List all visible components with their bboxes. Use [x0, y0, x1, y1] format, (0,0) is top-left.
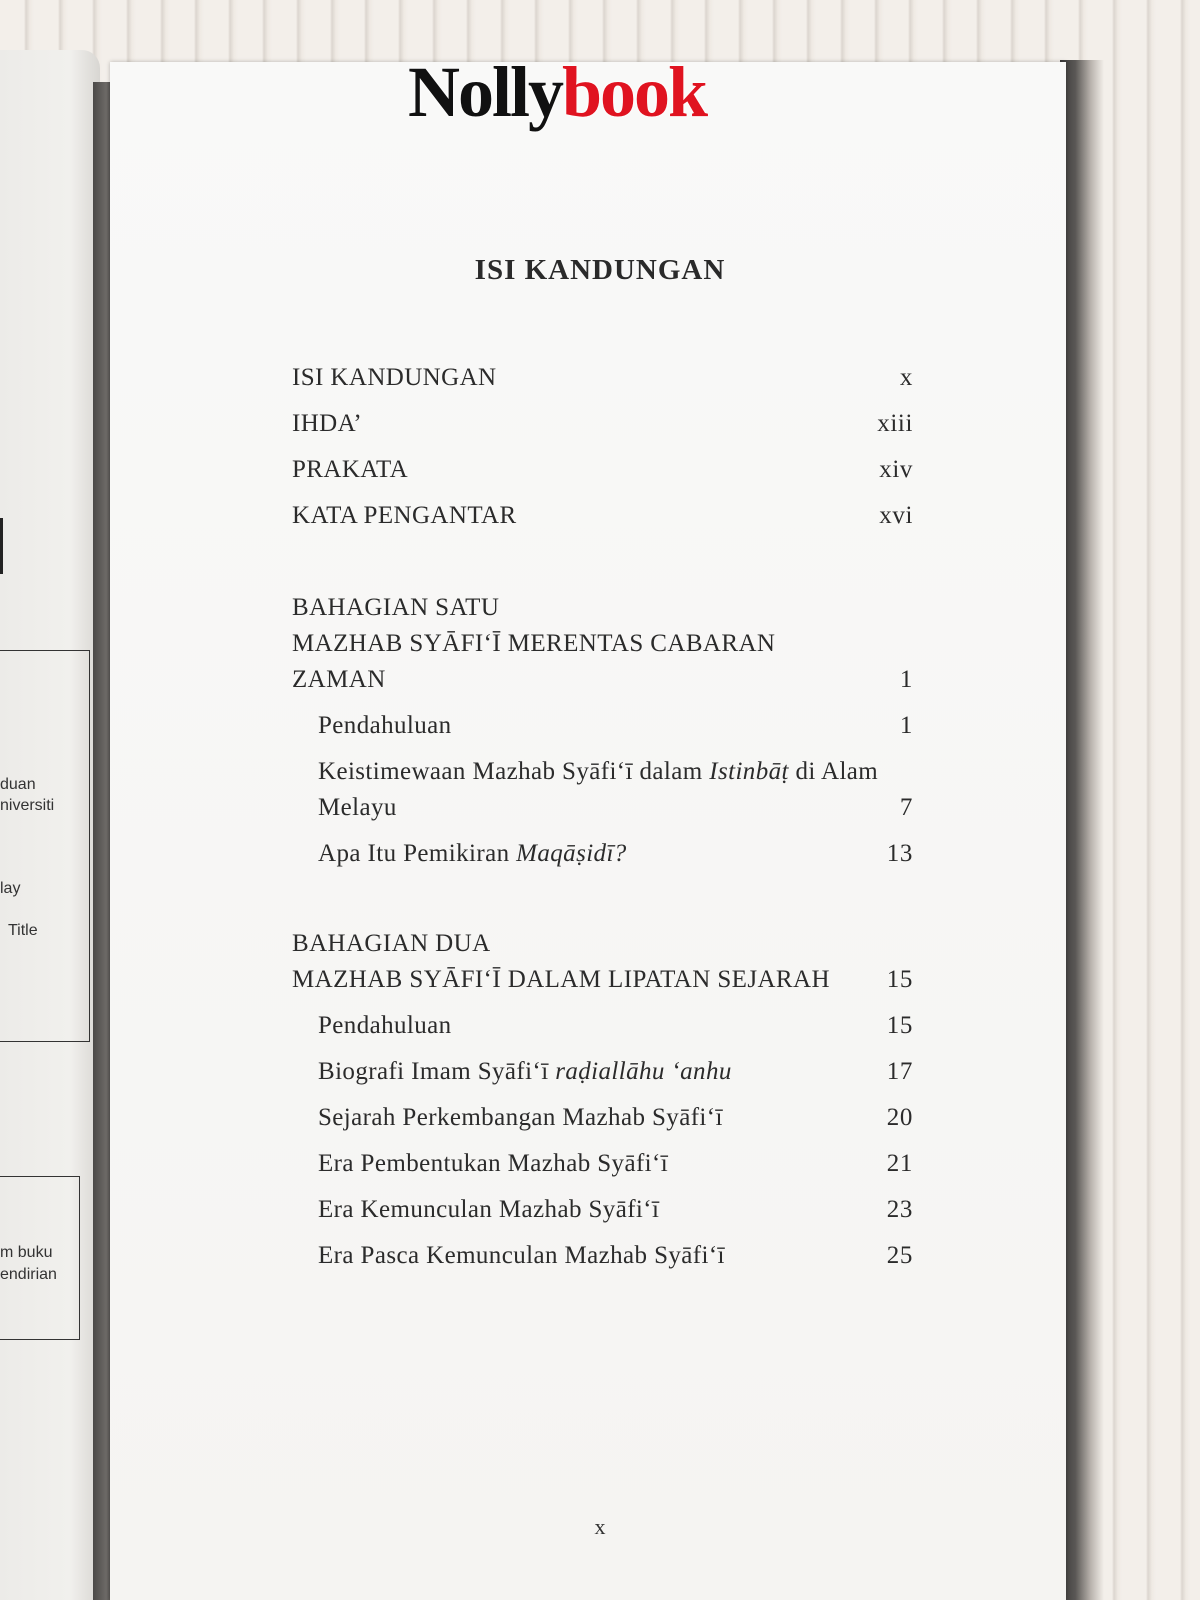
- toc-entry-page: 17: [886, 1058, 913, 1085]
- toc-entry-page: xiv: [879, 456, 913, 483]
- toc-entry-title: Melayu: [318, 794, 397, 821]
- toc-entry-title: [318, 840, 627, 868]
- left-page-text: Title: [8, 922, 38, 939]
- left-page-text: endirian: [0, 1266, 57, 1283]
- toc-entry-page: 25: [886, 1242, 913, 1269]
- toc-entry-italic: Maqāṣidī?: [516, 840, 627, 867]
- toc-entry-italic: raḍiallāhu ‘anhu: [555, 1058, 732, 1085]
- toc-entry-title: Pendahuluan: [318, 712, 452, 739]
- toc-entry-title: Sejarah Perkembangan Mazhab Syāfi‘ī: [318, 1104, 723, 1131]
- toc-entry-title: KATA PENGANTAR: [292, 502, 517, 529]
- toc-entry-title: ISI KANDUNGAN: [292, 364, 497, 391]
- toc-entry-title: Era Kemunculan Mazhab Syāfi‘ī: [318, 1196, 660, 1223]
- toc-entry-page: 21: [886, 1150, 913, 1177]
- left-page-mark: [0, 518, 3, 574]
- toc-entry-title: [318, 758, 878, 786]
- part-label: BAHAGIAN SATU: [292, 594, 500, 621]
- toc-entry-page: 20: [886, 1104, 913, 1131]
- left-page-text: lay: [0, 880, 21, 897]
- toc-entry-text: Biografi Imam Syāfi‘ī: [318, 1058, 556, 1085]
- toc-entry-title: [318, 1058, 732, 1086]
- part-title: MAZHAB SYĀFI‘Ī DALAM LIPATAN SEJARAH: [292, 966, 830, 993]
- part-page: 15: [886, 966, 913, 993]
- toc-entry-page: 23: [886, 1196, 913, 1223]
- toc-entry-text: Apa Itu Pemikiran: [318, 840, 517, 867]
- toc-entry-page: 7: [899, 794, 913, 821]
- toc-entry-title: Pendahuluan: [318, 1012, 452, 1039]
- toc-entry-page: x: [899, 364, 913, 391]
- toc-entry-italic: Istinbāṭ: [709, 758, 789, 785]
- left-page-box: [0, 650, 90, 1042]
- toc-entry-text: di Alam: [788, 758, 879, 785]
- book-shadow: [1060, 60, 1104, 1600]
- toc-entry-page: xiii: [877, 410, 913, 437]
- page-number: x: [594, 1514, 606, 1539]
- watermark-part2: book: [562, 52, 707, 132]
- toc-entry-title: Era Pembentukan Mazhab Syāfi‘ī: [318, 1150, 669, 1177]
- watermark-logo: [408, 52, 707, 132]
- part-title: MAZHAB SYĀFI‘Ī MERENTAS CABARAN: [292, 630, 776, 657]
- part-label: BAHAGIAN DUA: [292, 930, 491, 957]
- part-page: 1: [899, 666, 913, 693]
- page-title: ISI KANDUNGAN: [474, 254, 726, 286]
- toc-entry-title: Era Pasca Kemunculan Mazhab Syāfi‘ī: [318, 1242, 725, 1269]
- toc-entry-title: PRAKATA: [292, 456, 409, 483]
- toc-entry-page: 13: [886, 840, 913, 867]
- toc-entry-page: xvi: [879, 502, 913, 529]
- left-page-text: duan: [0, 776, 36, 793]
- toc-entry-text: Keistimewaan Mazhab Syāfi‘ī dalam: [318, 758, 710, 785]
- toc-entry-page: 1: [899, 712, 913, 739]
- left-page-text: niversiti: [0, 797, 55, 814]
- toc-entry-page: 15: [886, 1012, 913, 1039]
- toc-entry-title: IHDA’: [292, 410, 363, 437]
- part-title: ZAMAN: [292, 666, 386, 693]
- book-page: [110, 62, 1066, 1600]
- watermark-part1: Nolly: [408, 52, 563, 132]
- left-page-text: m buku: [0, 1244, 53, 1261]
